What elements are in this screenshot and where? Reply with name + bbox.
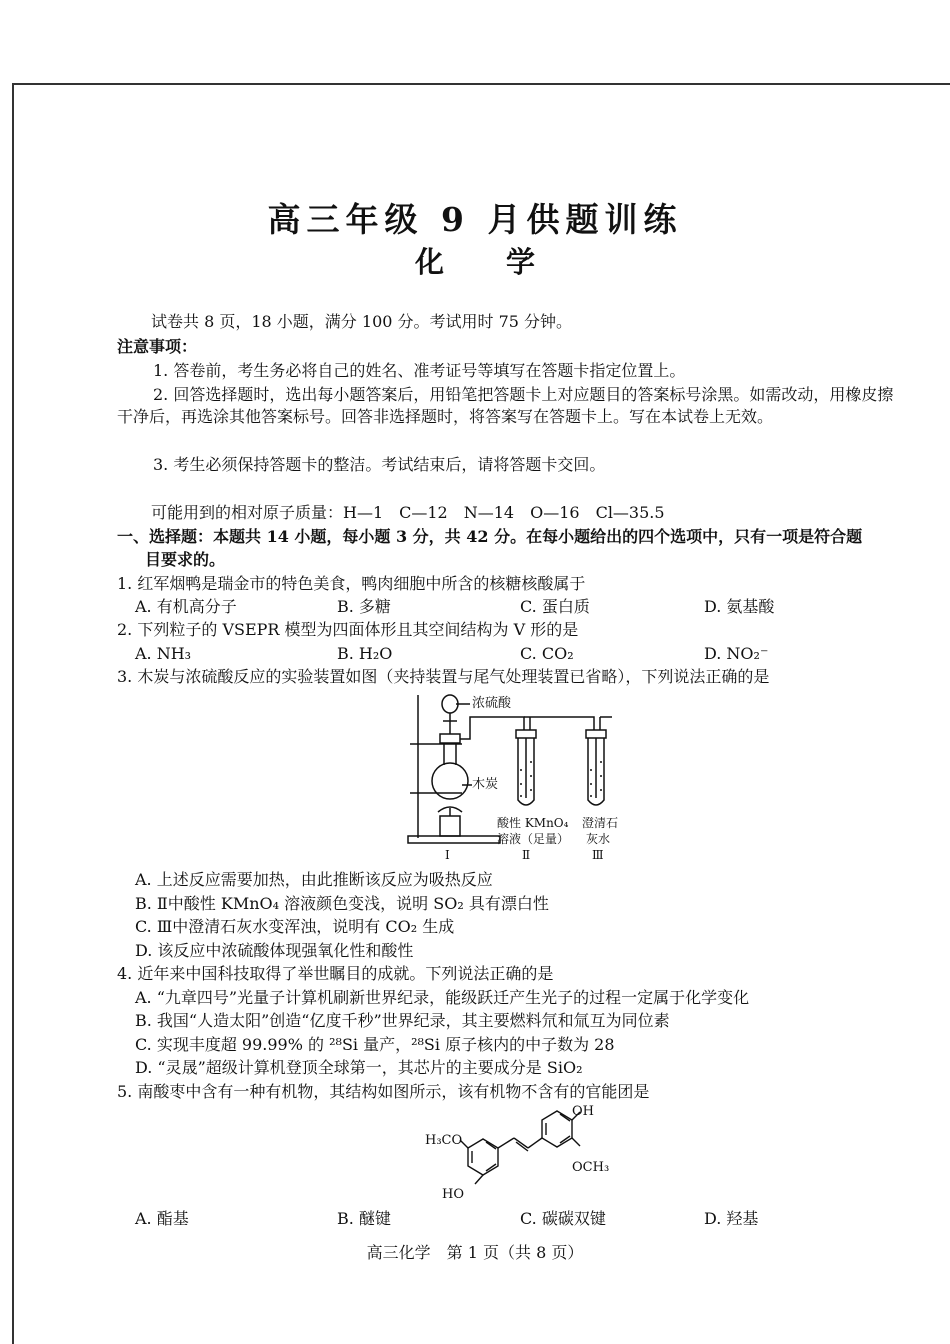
question-1-stem: 1. 红军烟鸭是瑞金市的特色美食，鸭肉细胞中所含的核糖核酸属于 bbox=[117, 574, 586, 593]
label-limewater-1: 澄清石 bbox=[582, 816, 619, 830]
label-ho-bottom: HO bbox=[442, 1187, 464, 1202]
question-1-option-b: B. 多糖 bbox=[337, 597, 391, 616]
question-3-option-a: A. 上述反应需要加热，由此推断该反应为吸热反应 bbox=[135, 870, 493, 889]
atomic-masses: 可能用到的相对原子质量：H—1 C—12 N—14 O—16 Cl—35.5 bbox=[151, 503, 665, 522]
question-4-option-b: B. 我国“人造太阳”创造“亿度千秒”世界纪录，其主要燃料氘和氚互为同位素 bbox=[135, 1011, 670, 1030]
question-4-option-a: A. “九章四号”光量子计算机刷新世界纪录，能级跃迁产生光子的过程一定属于化学变化 bbox=[135, 988, 750, 1007]
notice-item-2: 2. 回答选择题时，选出每小题答案后，用铅笔把答题卡上对应题目的答案标号涂黑。如需改动，用橡皮擦干净后，再选涂其他答案标号。回答非选择题时，将答案写在答题卡上。写在本试卷上无效。 bbox=[117, 385, 894, 426]
section-heading-line1: 一、选择题：本题共 14 小题，每小题 3 分，共 42 分。在每小题给出的四个选项中，只有一项是符合题 bbox=[117, 527, 863, 546]
label-limewater-2: 灰水 bbox=[586, 832, 611, 846]
label-h3co: H₃CO bbox=[425, 1133, 463, 1148]
question-2-option-b: B. H₂O bbox=[337, 644, 393, 663]
label-oh-top: OH bbox=[572, 1104, 594, 1119]
question-2-option-c: C. CO₂ bbox=[520, 644, 574, 663]
question-3-option-c: C. Ⅲ中澄清石灰水变浑浊，说明有 CO₂ 生成 bbox=[135, 917, 455, 936]
question-3-option-b: B. Ⅱ中酸性 KMnO₄ 溶液颜色变浅，说明 SO₂ 具有漂白性 bbox=[135, 894, 549, 913]
subject-title: 化 学 bbox=[414, 245, 562, 279]
label-apparatus-1: Ⅰ bbox=[445, 848, 450, 862]
label-apparatus-3: Ⅲ bbox=[592, 848, 604, 862]
label-conc-sulfuric-acid: 浓硫酸 bbox=[472, 696, 512, 711]
question-3-stem: 3. 木炭与浓硫酸反应的实验装置如图（夹持装置与尾气处理装置已省略），下列说法正确的是 bbox=[117, 667, 770, 686]
question-2-option-d: D. NO₂⁻ bbox=[704, 644, 769, 663]
exam-title: 高三年级 9 月供题训练 bbox=[267, 200, 683, 239]
label-kmno4-1: 酸性 KMnO₄ bbox=[497, 816, 569, 830]
page-footer: 高三化学 第 1 页（共 8 页） bbox=[366, 1243, 584, 1262]
question-5-option-d: D. 羟基 bbox=[704, 1209, 759, 1228]
question-1-option-d: D. 氨基酸 bbox=[704, 597, 775, 616]
question-5-stem: 5. 南酸枣中含有一种有机物，其结构如图所示，该有机物不含有的官能团是 bbox=[117, 1082, 650, 1101]
question-2-option-a: A. NH₃ bbox=[135, 644, 192, 663]
label-charcoal: 木炭 bbox=[472, 777, 499, 792]
notice-item-1: 1. 答卷前，考生务必将自己的姓名、准考证号等填写在答题卡指定位置上。 bbox=[153, 361, 686, 380]
label-apparatus-2: Ⅱ bbox=[522, 848, 531, 862]
label-och3: OCH₃ bbox=[572, 1160, 610, 1175]
question-5-option-c: C. 碳碳双键 bbox=[520, 1209, 606, 1228]
question-3-option-d: D. 该反应中浓硫酸体现强氧化性和酸性 bbox=[135, 941, 414, 960]
question-5-option-a: A. 酯基 bbox=[135, 1209, 189, 1228]
question-2-stem: 2. 下列粒子的 VSEPR 模型为四面体形且其空间结构为 V 形的是 bbox=[117, 620, 579, 639]
question-4-option-d: D. “灵晟”超级计算机登顶全球第一，其芯片的主要成分是 SiO₂ bbox=[135, 1058, 583, 1077]
question-5-option-b: B. 醚键 bbox=[337, 1209, 391, 1228]
question-1-option-a: A. 有机高分子 bbox=[135, 597, 237, 616]
notice-item-3: 3. 考生必须保持答题卡的整洁。考试结束后，请将答题卡交回。 bbox=[153, 455, 606, 474]
page-border-top bbox=[12, 83, 950, 85]
exam-intro: 试卷共 8 页，18 小题，满分 100 分。考试用时 75 分钟。 bbox=[151, 312, 573, 331]
question-4-option-c: C. 实现丰度超 99.99% 的 ²⁸Si 量产，²⁸Si 原子核内的中子数为 28 bbox=[135, 1035, 615, 1054]
question-4-stem: 4. 近年来中国科技取得了举世瞩目的成就。下列说法正确的是 bbox=[117, 964, 554, 983]
section-heading-line2: 目要求的。 bbox=[145, 550, 226, 569]
question-1-option-c: C. 蛋白质 bbox=[520, 597, 590, 616]
notice-heading: 注意事项： bbox=[117, 337, 198, 356]
label-kmno4-2: 溶液（足量） bbox=[497, 832, 570, 846]
